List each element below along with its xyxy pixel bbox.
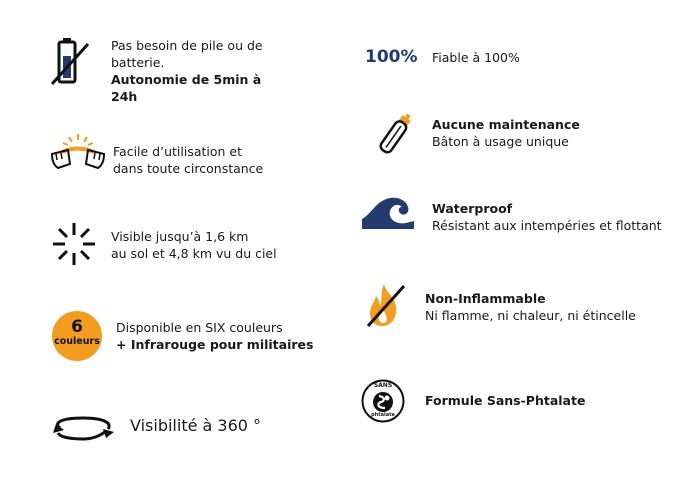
badge-number: 6 xyxy=(71,317,83,337)
feature-title: Aucune maintenance xyxy=(432,117,580,132)
badge-word: couleurs xyxy=(54,336,100,347)
feature-title: Waterproof xyxy=(432,201,513,216)
feature-bold-2: 24h xyxy=(111,89,138,104)
feature-text-2: batterie. xyxy=(111,55,165,70)
seal-bottom-text: phtalate xyxy=(371,412,395,418)
feature-text-1: Résistant aux intempéries et flottant xyxy=(432,218,662,233)
feature-text-2: au sol et 4,8 km vu du ciel xyxy=(111,246,277,261)
feature-text-1: Visibilité à 360 ° xyxy=(130,416,262,435)
seal-top-text: SANS xyxy=(373,382,393,389)
light-burst-icon xyxy=(50,220,98,268)
phthalate-free-seal-icon xyxy=(361,379,405,423)
feature-bold-1: + Infrarouge pour militaires xyxy=(116,337,314,352)
feature-text-1: Pas besoin de pile ou de xyxy=(111,38,263,53)
hands-breaking-stick-icon xyxy=(48,132,108,174)
rotate-360-icon xyxy=(50,414,116,444)
no-flame-icon xyxy=(364,280,408,330)
feature-text-1: Fiable à 100% xyxy=(432,50,520,65)
feature-title: Non-Inflammable xyxy=(425,291,546,306)
wave-icon xyxy=(362,193,414,231)
lightstick-icon xyxy=(372,110,416,162)
feature-title: Formule Sans-Phtalate xyxy=(425,393,586,408)
no-battery-icon xyxy=(50,36,90,86)
feature-text-1: Visible jusqu’à 1,6 km xyxy=(111,229,249,244)
feature-bold-1: Autonomie de 5min à xyxy=(111,72,262,87)
feature-text-2: dans toute circonstance xyxy=(113,161,264,176)
feature-text-1: Ni flamme, ni chaleur, ni étincelle xyxy=(425,308,636,323)
feature-text-1: Disponible en SIX couleurs xyxy=(116,320,283,335)
six-colors-badge xyxy=(52,311,102,361)
feature-text-1: Facile d’utilisation et xyxy=(113,144,243,159)
feature-text-1: Bâton à usage unique xyxy=(432,134,569,149)
percent-badge: 100% xyxy=(365,47,418,67)
